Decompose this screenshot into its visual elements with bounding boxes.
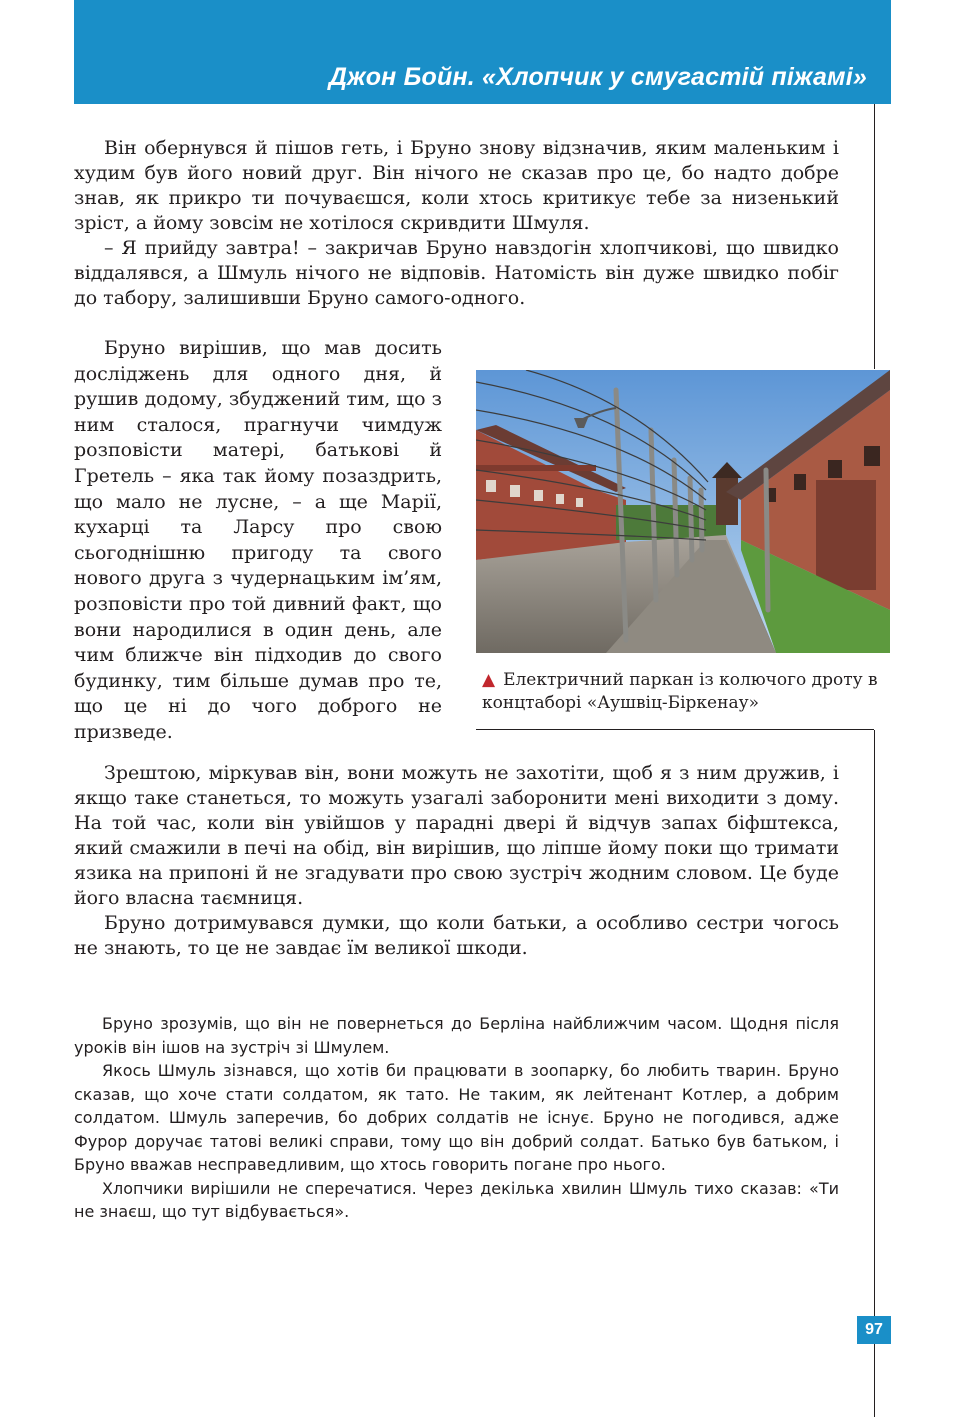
paragraph: – Я прийду завтра! – закричав Бруно навздогін хлопчикові, що швидко віддалявся, а Шмуль нічого не відповів. Натомість він дуже швидко побіг до табору, залишивши Бруно самого-одного. bbox=[74, 237, 839, 309]
photo-barbed-wire-fence bbox=[476, 370, 890, 653]
paragraph: Хлопчики вирішили не сперечатися. Через декілька хвилин Шмуль тихо сказав: «Ти не знаєш, що тут відбувається». bbox=[74, 1178, 839, 1221]
triangle-marker-icon: ▲ bbox=[482, 670, 496, 690]
paragraph: Зрештою, міркував він, вони можуть не захотіти, щоб я з ним дружив, і якщо таке станеться, то можуть узагалі заборонити мені виходити з дому. На той час, коли він увійшов у парадні двері й відчув запах біфштекса, який смажили в печі на обід, він вирішив, що ліпше йому поки що тримати язика на припоні й не згадувати про свою зустріч жодним словом. Це буде його власна таємниця. bbox=[74, 762, 839, 909]
margin-rule bbox=[874, 730, 875, 1417]
header-band bbox=[74, 0, 891, 104]
paragraph: Він обернувся й пішов геть, і Бруно знову відзначив, яким маленьким і худим був його новий друг. Він нічого не сказав про це, бо надто добре знав, як прикро ти почуваєшся, коли хтось критикує тебе за низенький зріст, а йому зовсім не хотілося скривдити Шмуля. bbox=[74, 137, 839, 234]
summary-text bbox=[74, 1012, 839, 1224]
paragraph: Бруно зрозумів, що він не повернеться до Берліна найближчим часом. Щодня після уроків він ішов на зустріч зі Шмулем. bbox=[74, 1014, 839, 1057]
page-number: 97 bbox=[857, 1316, 891, 1344]
margin-rule bbox=[874, 104, 875, 369]
running-title: Джон Бойн. «Хлопчик у смугастій піжамі» bbox=[328, 63, 867, 91]
paragraph: Бруно дотримувався думки, що коли батьки, а особливо сестри чогось не знають, то це не завдає їм великої шкоди. bbox=[74, 912, 839, 959]
column-text bbox=[74, 336, 442, 746]
figure-caption bbox=[482, 669, 887, 715]
paragraph: Якось Шмуль зізнався, що хотів би працювати в зоопарку, бо любить тварин. Бруно сказав, що хоче стати солдатом, як тато. Не таким, як лейтенант Котлер, а добрим солдатом. Шмуль заперечив, бо добрих солдатів не існує. Бруно не погодився, адже Фурор доручає татові великі справи, тому що він добрий солдат. Батько був батьком, і Бруно вважав несправедливим, що хтось говорить погане про нього. bbox=[74, 1061, 839, 1174]
intro-text bbox=[74, 136, 839, 311]
caption-text: Електричний паркан із колючого дроту в концтаборі «Аушвіц-Біркенау» bbox=[482, 670, 878, 713]
caption-divider bbox=[476, 729, 874, 730]
body-text bbox=[74, 761, 839, 961]
paragraph: Бруно вирішив, що мав досить досліджень для одного дня, й рушив додому, збуджений тим, що з ним сталося, прагнучи чимдуж розповісти матері, батькові й Гретель – яка так йому позаздрить, що мало не лусне, – а ще Марії, кухарці та Ларсу про свою сьогоднішню пригоду та свого нового друга з чудернацьким ім’ям, розповісти про той дивний факт, що вони народилися в один день, але чим ближче він підходив до свого будинку, тим більше думав про те, що це ні до чого доброго не призведе. bbox=[74, 337, 442, 743]
